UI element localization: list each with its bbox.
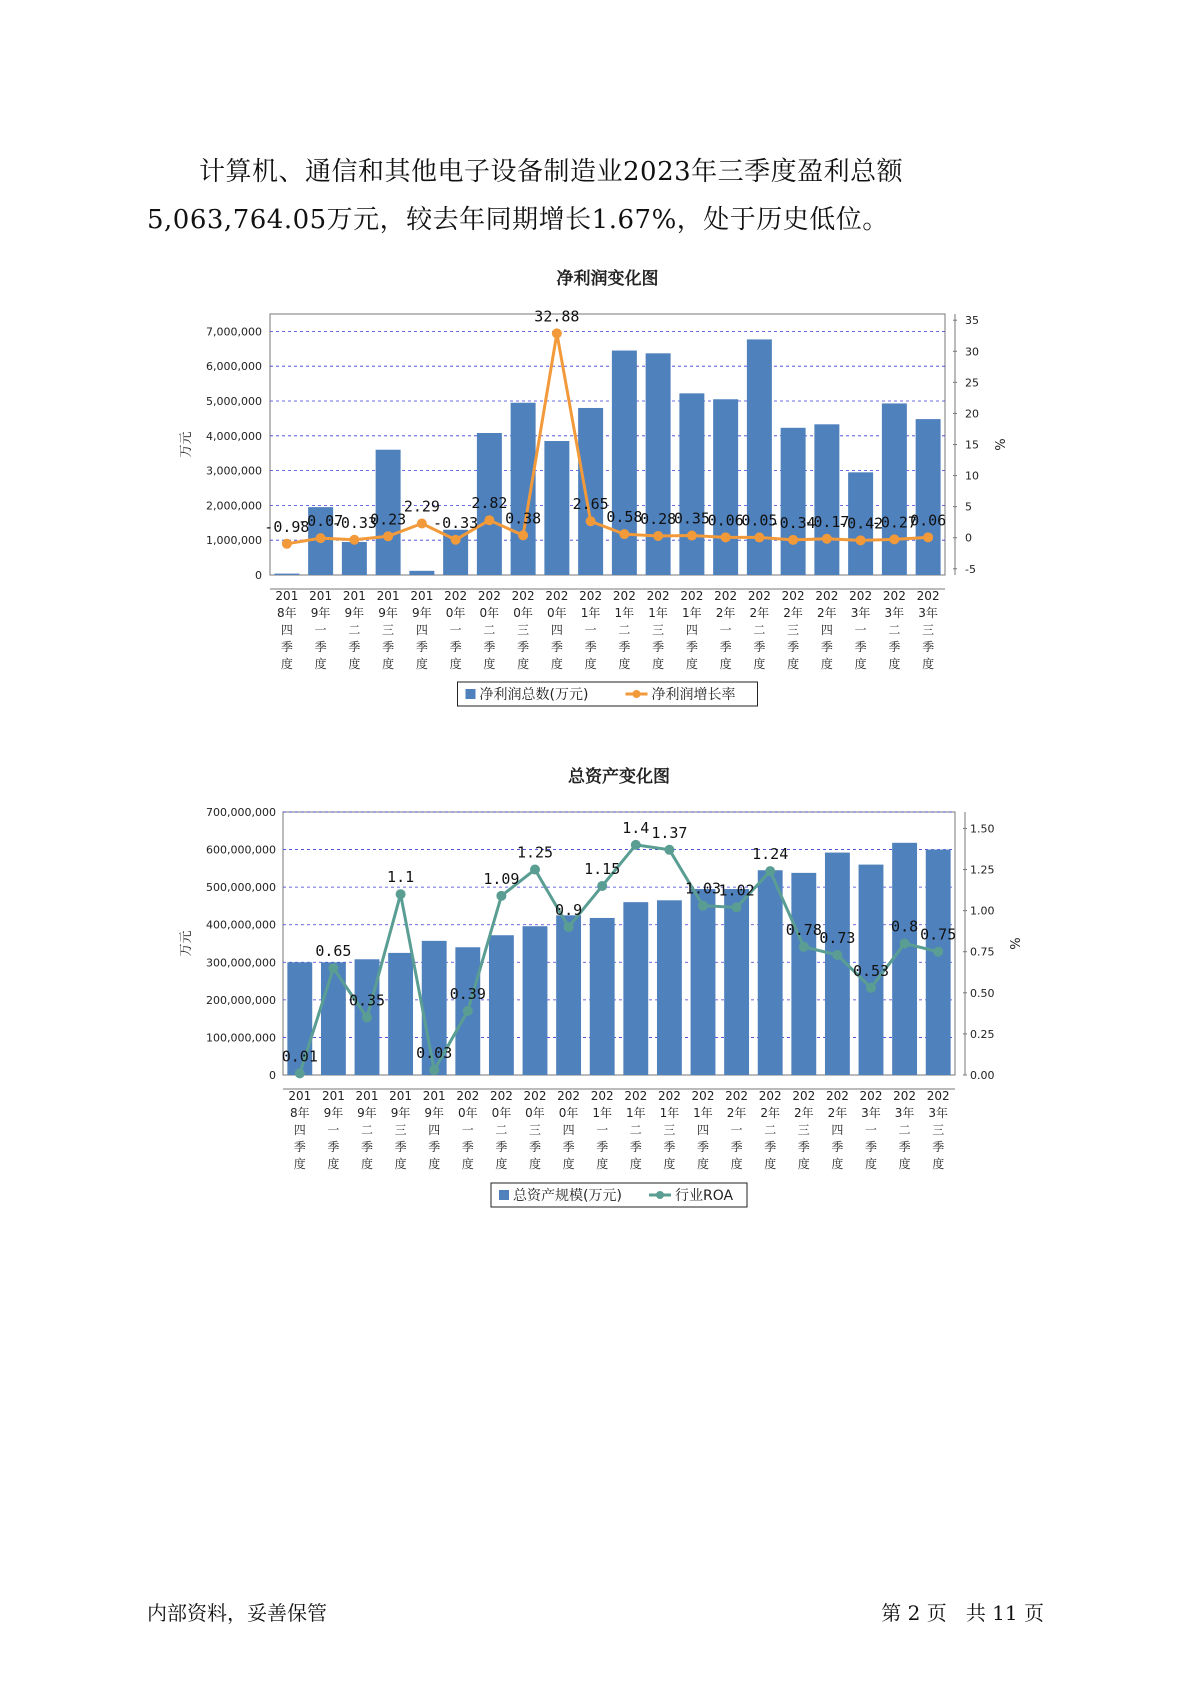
series-point — [396, 889, 406, 899]
bar — [612, 351, 637, 575]
total-assets-chart-svg — [0, 760, 1191, 1220]
x-tick-label: 202 0年二季度 — [489, 1089, 513, 1171]
data-label: 0.23 — [370, 510, 407, 529]
x-tick-label: 201 9年四季度 — [410, 589, 434, 671]
series-point — [429, 1065, 439, 1075]
series-point — [362, 1012, 372, 1022]
data-label: -0.27 — [871, 513, 917, 532]
data-label: 0.75 — [920, 925, 957, 944]
series-point — [484, 515, 494, 525]
y-tick-label: 200,000,000 — [206, 993, 276, 1007]
y-tick-label: 6,000,000 — [206, 360, 262, 374]
x-tick-label: 202 0年四季度 — [545, 589, 569, 671]
x-tick-label: 202 2年四季度 — [825, 1089, 849, 1171]
x-tick-label: 202 2年四季度 — [815, 589, 839, 671]
series-point — [383, 531, 393, 541]
x-tick-label: 201 9年二季度 — [342, 589, 366, 671]
y2-tick-label: 0.75 — [970, 945, 995, 959]
x-tick-label: 201 9年三季度 — [389, 1089, 413, 1171]
y2-tick-label: 1.25 — [970, 863, 995, 877]
data-label: -0.34 — [770, 513, 816, 532]
x-tick-label: 202 3年一季度 — [849, 589, 873, 671]
y-axis-label: 万元 — [179, 431, 194, 458]
series-point — [765, 866, 775, 876]
y2-axis-label: % — [1006, 937, 1021, 950]
series-point — [417, 518, 427, 528]
series-point — [518, 530, 528, 540]
y2-tick-label: 1.00 — [970, 904, 995, 918]
legend-bar-swatch — [466, 689, 476, 699]
bar — [409, 571, 434, 575]
series-point — [721, 532, 731, 542]
bar — [882, 403, 907, 575]
data-label: 0.78 — [785, 920, 822, 939]
y-tick-label: 4,000,000 — [206, 429, 262, 443]
summary-paragraph — [147, 148, 1047, 244]
data-label: 2.82 — [471, 494, 508, 513]
legend-line-label: 净利润增长率 — [651, 687, 736, 703]
data-label: 1.25 — [516, 843, 554, 862]
x-tick-label: 201 8年四季度 — [288, 1089, 312, 1171]
x-tick-label: 201 9年三季度 — [376, 589, 400, 671]
data-label: -0.17 — [804, 512, 850, 531]
y-tick-label: 1,000,000 — [206, 534, 262, 548]
bar — [274, 574, 299, 575]
y2-tick-label: 35 — [965, 314, 979, 328]
bar — [523, 926, 548, 1075]
chart-title: 净利润变化图 — [556, 269, 659, 289]
series-point — [933, 947, 943, 957]
data-label: 1.24 — [752, 845, 789, 864]
bar — [544, 441, 569, 575]
series-point — [530, 865, 540, 875]
data-label: 0.05 — [741, 511, 778, 530]
footer-page-number: 第 2 页 — [881, 1601, 947, 1625]
x-tick-label: 201 9年四季度 — [422, 1089, 446, 1171]
y-tick-label: 700,000,000 — [206, 806, 276, 819]
bar — [578, 408, 603, 575]
y2-tick-label: 0.00 — [970, 1069, 995, 1082]
x-tick-label: 202 3年三季度 — [926, 1089, 950, 1171]
x-tick-label: 202 2年三季度 — [781, 589, 805, 671]
data-label: 2.29 — [403, 497, 440, 516]
data-label: 0.53 — [852, 961, 890, 980]
series-point — [564, 922, 574, 932]
plot-frame — [270, 314, 945, 575]
data-label: 1.02 — [718, 881, 755, 900]
footer-confidential-note: 内部资料，妥善保管 — [147, 1601, 327, 1625]
series-point — [788, 535, 798, 545]
data-label: -0.42 — [838, 514, 884, 533]
y2-tick-label: 25 — [965, 376, 979, 390]
bar — [556, 915, 581, 1075]
bar — [791, 873, 816, 1075]
data-label: 0.06 — [910, 511, 947, 530]
series-point — [451, 535, 461, 545]
y2-tick-label: 1.50 — [970, 822, 995, 836]
bar — [679, 393, 704, 575]
footer-total-pages: 共 11 页 — [965, 1601, 1044, 1625]
series-point — [732, 902, 742, 912]
y2-tick-label: 0.50 — [970, 986, 995, 1000]
y-tick-label: 0 — [255, 569, 262, 582]
data-label: 2.65 — [572, 495, 609, 514]
x-tick-label: 202 1年一季度 — [590, 1089, 614, 1171]
data-label: -0.33 — [433, 513, 479, 532]
y2-tick-label: 0.25 — [970, 1027, 995, 1041]
bar — [892, 843, 917, 1075]
bar — [724, 889, 749, 1075]
series-point — [799, 942, 809, 952]
y2-tick-label: 20 — [965, 407, 979, 421]
series-point — [463, 1006, 473, 1016]
data-label: -0.07 — [298, 512, 344, 531]
x-tick-label: 202 1年四季度 — [680, 589, 704, 671]
data-label: 0.38 — [505, 509, 542, 528]
series-point — [282, 539, 292, 549]
y-tick-label: 3,000,000 — [206, 464, 262, 478]
x-tick-label: 201 8年四季度 — [275, 589, 299, 671]
x-tick-label: 202 2年二季度 — [758, 1089, 782, 1171]
y-tick-label: 600,000,000 — [206, 843, 276, 857]
x-tick-label: 202 3年二季度 — [893, 1089, 917, 1171]
data-label: 0.06 — [707, 511, 744, 530]
x-tick-label: 201 9年二季度 — [355, 1089, 379, 1171]
data-label: 0.8 — [891, 917, 919, 936]
legend-line-label: 行业ROA — [675, 1188, 734, 1204]
series-point — [496, 891, 506, 901]
x-tick-label: 201 9年一季度 — [309, 589, 333, 671]
data-label: 0.35 — [673, 509, 710, 528]
series-point — [631, 840, 641, 850]
series-point — [832, 950, 842, 960]
x-tick-label: 202 2年一季度 — [714, 589, 738, 671]
data-label: 0.28 — [640, 509, 677, 528]
y-tick-label: 7,000,000 — [206, 325, 262, 339]
data-label: -0.98 — [264, 517, 310, 536]
net-profit-chart-svg — [0, 262, 1191, 722]
footer-page-info — [881, 1597, 1044, 1626]
bar — [590, 918, 615, 1075]
data-label: 1.37 — [651, 823, 688, 842]
bar — [657, 900, 682, 1075]
y-tick-label: 300,000,000 — [206, 956, 276, 970]
y-tick-label: 400,000,000 — [206, 918, 276, 932]
series-point — [586, 516, 596, 526]
x-tick-label: 202 1年一季度 — [579, 589, 603, 671]
y-tick-label: 5,000,000 — [206, 395, 262, 408]
series-point — [754, 532, 764, 542]
data-label: 0.39 — [449, 984, 486, 1003]
x-tick-label: 202 0年三季度 — [523, 1089, 547, 1171]
y2-tick-label: 0 — [965, 531, 972, 545]
data-label: 0.73 — [819, 929, 856, 948]
y2-tick-label: -5 — [965, 562, 976, 576]
data-label: 0.35 — [348, 991, 386, 1010]
series-point — [552, 328, 562, 338]
data-label: 0.03 — [416, 1044, 453, 1063]
y2-tick-label: 15 — [965, 438, 979, 452]
net-profit-chart — [0, 262, 1191, 722]
bar — [781, 428, 806, 575]
x-tick-label: 202 0年二季度 — [477, 589, 501, 671]
y-tick-label: 100,000,000 — [206, 1031, 276, 1045]
chart-title: 总资产变化图 — [568, 767, 670, 787]
legend-line-marker — [633, 690, 641, 698]
bar — [713, 399, 738, 575]
series-point — [328, 963, 338, 973]
data-label: 1.15 — [584, 859, 621, 878]
series-point — [653, 531, 663, 541]
x-tick-label: 201 9年一季度 — [321, 1089, 345, 1171]
data-label: -0.33 — [331, 513, 377, 532]
series-point — [866, 983, 876, 993]
legend-bar-label: 总资产规模(万元) — [513, 1188, 622, 1204]
bar — [388, 953, 413, 1075]
series-point — [316, 533, 326, 543]
series-point — [619, 529, 629, 539]
legend-bar-label: 净利润总数(万元) — [479, 687, 589, 703]
x-tick-label: 202 1年四季度 — [691, 1089, 715, 1171]
summary-line-1: 计算机、通信和其他电子设备制造业2023年三季度盈利总额 — [199, 157, 904, 187]
data-label: 0.01 — [281, 1047, 318, 1066]
series-point — [822, 534, 832, 544]
x-tick-label: 202 1年二季度 — [612, 589, 636, 671]
series-point — [900, 939, 910, 949]
series-point — [349, 535, 359, 545]
total-assets-chart — [0, 760, 1191, 1220]
series-point — [698, 901, 708, 911]
series-point — [687, 531, 697, 541]
data-label: 1.09 — [483, 869, 520, 888]
data-label: 0.58 — [606, 508, 643, 527]
series-point — [856, 535, 866, 545]
bar — [916, 419, 941, 575]
x-tick-label: 202 2年一季度 — [725, 1089, 749, 1171]
bar — [623, 902, 648, 1075]
data-label: 1.4 — [622, 818, 650, 837]
x-tick-label: 202 0年四季度 — [557, 1089, 581, 1171]
x-tick-label: 202 2年三季度 — [792, 1089, 816, 1171]
x-tick-label: 202 0年一季度 — [444, 589, 468, 671]
bar — [691, 889, 716, 1075]
series-point — [295, 1068, 305, 1078]
y-tick-label: 500,000,000 — [206, 881, 276, 895]
x-tick-label: 202 1年三季度 — [657, 1089, 681, 1171]
data-label: 1.03 — [684, 879, 722, 898]
data-label: 32.88 — [534, 307, 580, 326]
series-point — [923, 532, 933, 542]
data-label: 0.65 — [315, 942, 352, 961]
x-tick-label: 202 0年一季度 — [456, 1089, 480, 1171]
data-label: 1.1 — [387, 868, 415, 887]
x-tick-label: 202 1年三季度 — [646, 589, 670, 671]
x-tick-label: 202 1年二季度 — [624, 1089, 648, 1171]
data-label: 0.9 — [555, 901, 583, 920]
y2-tick-label: 5 — [965, 500, 972, 514]
x-tick-label: 202 0年三季度 — [511, 589, 535, 671]
bar — [342, 542, 367, 575]
x-tick-label: 202 3年一季度 — [859, 1089, 883, 1171]
legend-bar-swatch — [499, 1190, 509, 1200]
series-point — [597, 881, 607, 891]
bar — [926, 850, 951, 1075]
x-tick-label: 202 2年二季度 — [747, 589, 771, 671]
series-point — [889, 534, 899, 544]
y2-axis-label: % — [991, 438, 1006, 451]
bar — [489, 935, 514, 1075]
x-tick-label: 202 3年二季度 — [882, 589, 906, 671]
summary-line-2: 5,063,764.05万元，较去年同期增长1.67%，处于历史低位。 — [147, 205, 889, 235]
y2-tick-label: 10 — [965, 469, 979, 483]
legend-line-marker — [656, 1191, 664, 1199]
bar — [646, 353, 671, 575]
y2-tick-label: 30 — [965, 345, 979, 359]
bar — [758, 870, 783, 1075]
series-point — [664, 845, 674, 855]
bar — [814, 424, 839, 575]
y-tick-label: 0 — [269, 1069, 276, 1082]
y-axis-label: 万元 — [179, 930, 194, 957]
y-tick-label: 2,000,000 — [206, 499, 262, 513]
x-tick-label: 202 3年三季度 — [916, 589, 940, 671]
